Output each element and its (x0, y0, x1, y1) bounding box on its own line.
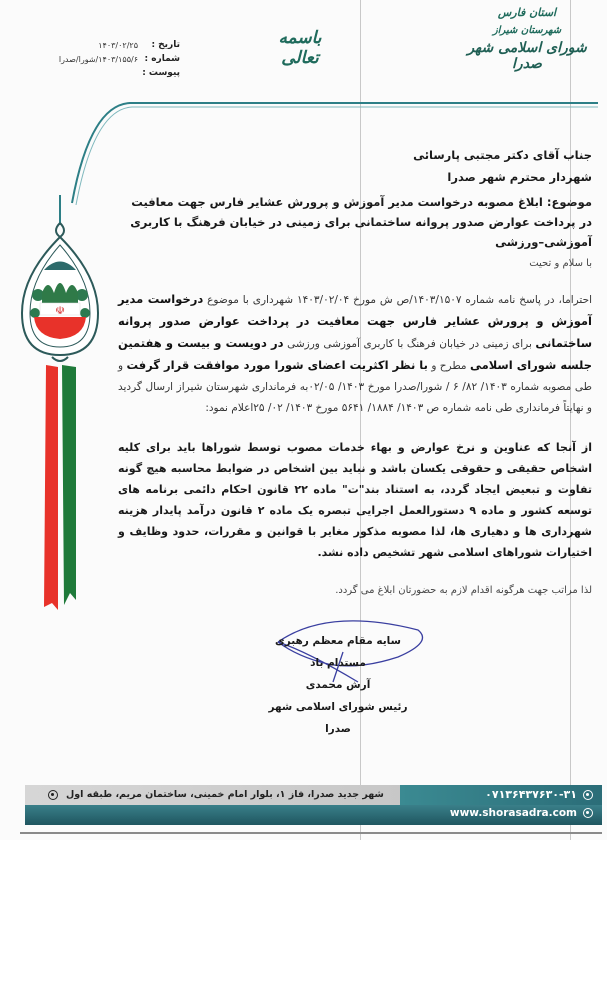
signatory-name: آرش محمدی (305, 679, 371, 691)
footer-rule (20, 832, 602, 834)
province-label: استان فارس (497, 6, 557, 19)
emblem-leaves-icon (42, 283, 78, 303)
paragraph-1-emphasis: با نظر اکثریت اعضای شورا مورد موافقت قرار گرفت (126, 358, 428, 372)
county-label: شهرستان شیراز (492, 25, 562, 36)
greeting: با سلام و تحیت (529, 258, 592, 269)
letterhead (467, 4, 587, 72)
paragraph-1 (118, 289, 592, 419)
ribbon-green (62, 365, 76, 605)
signatory-title: رئیس شورای اسلامی شهر صدرا (268, 701, 408, 735)
footer-address-text: شهر جدید صدرا، فاز ۱، بلوار امام خمینی، ساختمان مریم، طبقه اول (66, 789, 384, 800)
footer-phone (485, 788, 593, 801)
signature-salutation: سایه مقام معظم رهبری مستدام باد (275, 635, 401, 669)
number-row (40, 52, 180, 66)
subject-line (118, 192, 592, 252)
council-name: شورای اسلامی شهر صدرا (467, 40, 587, 72)
council-emblem (18, 195, 103, 610)
footer-phone-number: ۰۷۱۳۶۴۳۷۶۳۰-۳۱ (485, 788, 577, 801)
paragraph-1-text: برای زمینی در خیابان فرهنگ با کاربری آموزشی ورزشی (287, 338, 532, 350)
addressee-title: شهردار محترم شهر صدرا (447, 170, 592, 184)
paragraph-2: از آنجا که عناوین و نرخ عوارض و بهاء خدمات مصوب توسط شوراها باید برای کلیه اشخاص حقیقی و حقوقی یکسان باشد و نباید بین اشخاص در ضوابط محاسبه هیچ گونه تفاوت و تبعیض ایجاد گردد، به استناد بند"ت" ماده ۲۲ قانون احکام دائمی برنامه های توسعه کشور و ماده ۹ دستورالعمل اجرایی تبصره یک ماده ۲ قانون درآمد پایدار هزینه شهرداری ها و دهیاری ها، لذا مصوبه مذکور مغایر با قوانین و مقررات، حدود وظایف و اختیارات شوراهای اسلامی شهر تشخیص داده نشد. (118, 441, 592, 559)
paragraph-1-emphasis: درخواست مدیر آموزش و پرورش عشایر فارس جهت معافیت در پرداخت عوارض صدور پروانه ساختمانی (118, 292, 593, 350)
emblem-knot-icon (56, 223, 64, 237)
subject-text: ابلاغ مصوبه درخواست مدیر آموزش و پرورش عشایر فارس جهت معافیت در پرداخت عوارض صدور پروانه ساختمانی برای زمینی در خیابان فرهنگ با کاربری آموزشی–ورزشی (130, 195, 592, 249)
signature-block (258, 630, 418, 740)
attachment-label: پیوست : (142, 68, 180, 78)
emblem-iran-symbol-icon: ☫ (55, 304, 65, 317)
number-value: ۱۴۰۳/۱۵۵/۶/شورا/صدرا (58, 54, 138, 64)
paragraph-1-text: مطرح و (431, 360, 467, 372)
letter-body (118, 148, 592, 596)
footer-website-url: www.shorasadra.com (449, 807, 577, 819)
phone-icon (583, 790, 593, 800)
date-value: ۱۴۰۳/۰۲/۲۵ (98, 40, 138, 50)
date-label: تاریخ : (151, 40, 180, 50)
letter-footer (0, 785, 607, 827)
paragraph-1-text: و طی مصوبه شماره ۱۴۰۳/ ۸۲/ ۶ / شورا/صدرا مورخ ۱۴۰۳/ ۰۲/۰۵به فرمانداری شهرستان شیراز ارسال گردید و نهایتاً فرمانداری طی نامه شماره ص ۱۴۰۳/ ۱۸۸۴/ ۵۶۴۱ مورخ ۱۴۰۳/ ۰۲/ ۲۵اعلام نمود: (118, 360, 592, 414)
footer-website (450, 807, 593, 819)
closing-line: لذا مراتب جهت هرگونه اقدام لازم به حضورتان ابلاغ می گردد. (335, 585, 592, 596)
letter-meta (40, 38, 180, 80)
globe-icon (583, 808, 593, 818)
ribbon-red (44, 365, 58, 610)
invocation-calligraphy: باسمه تعالی (278, 28, 322, 68)
attachment-row (40, 66, 180, 80)
paragraph-1-text: احتراما، در پاسخ نامه شماره ۱۴۰۳/۱۵۰۷/ص ش مورخ ۱۴۰۳/۰۲/۰۴ شهرداری با موضوع (207, 294, 592, 306)
footer-address (48, 789, 384, 800)
subject-label: موضوع: (546, 195, 592, 209)
addressee-name: جناب آقای دکتر مجتبی پارسائی (413, 148, 592, 162)
number-label: شماره : (144, 54, 180, 64)
location-pin-icon (48, 790, 58, 800)
date-row (40, 38, 180, 52)
paragraph-1-emphasis: در دویست و بیست و هفتمین جلسه شورای اسلامی (118, 336, 593, 372)
